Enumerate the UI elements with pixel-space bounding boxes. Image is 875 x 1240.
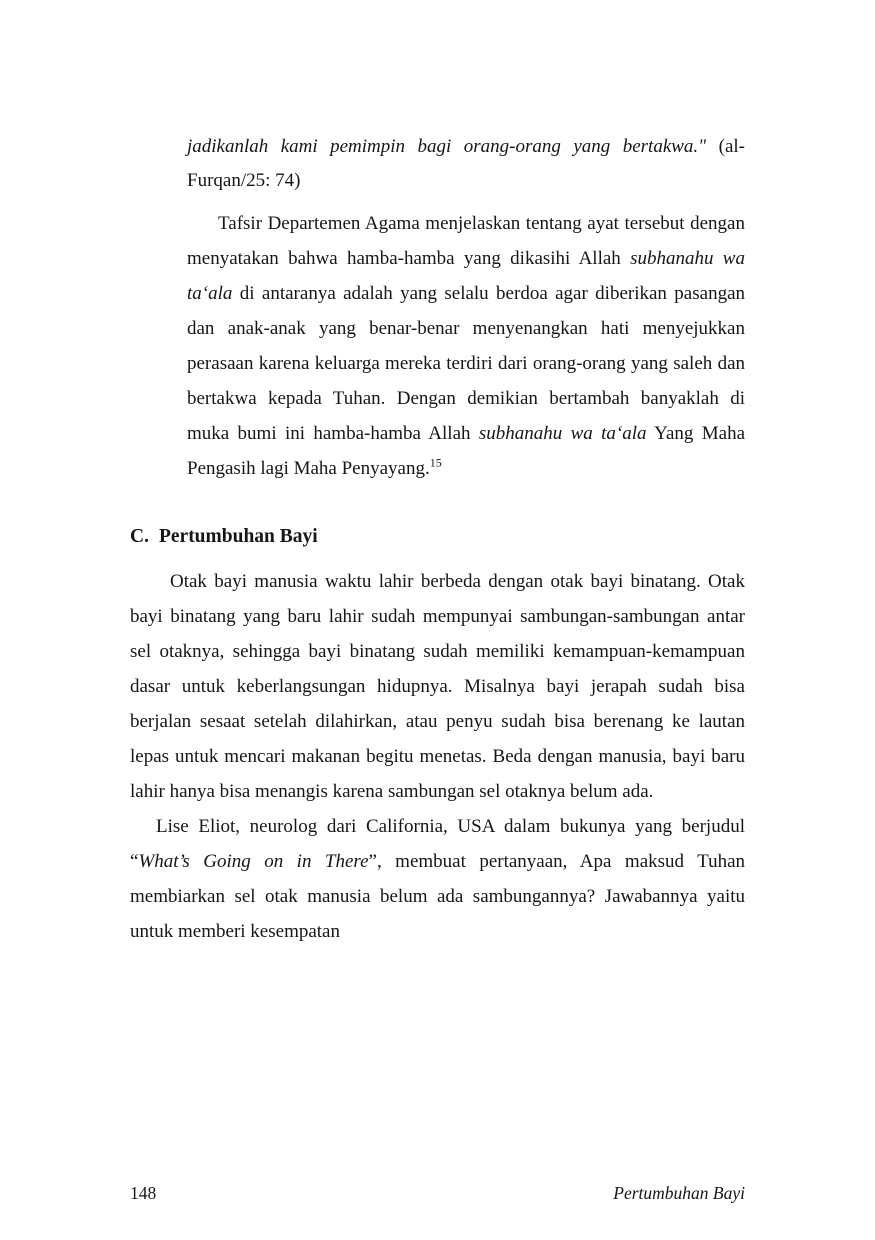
paragraph2-text-2: ”, membuat pertanyaan, Apa maksud Tuhan membiarkan sel otak manusia belum ada sambungannya? Jawabannya yaitu untuk memberi kesempatan	[130, 851, 746, 942]
tafsir-text-2: di antaranya adalah yang selalu berdoa agar diberikan pasangan dan anak-anak yang benar-benar menyenangkan hati menyejukkan perasaan karena keluarga mereka terdiri dari orang-orang yang saleh dan bertakwa kepada Tuhan. Dengan demikian bertambah banyaklah di muka bumi ini hamba-hamba Allah	[187, 283, 745, 444]
running-title: Pertumbuhan Bayi	[613, 1183, 745, 1203]
tafsir-paragraph	[187, 206, 745, 486]
tafsir-arabic-phrase-2: subhanahu wa ta‘ala	[478, 423, 647, 444]
paragraph2-text-1: Lise Eliot, neurolog dari California, USA dalam bukunya yang berjudul “	[130, 816, 745, 872]
tafsir-arabic-phrase-1: subhanahu wa ta‘ala	[187, 248, 745, 304]
page-number: 148	[130, 1183, 157, 1203]
body-paragraph-2	[130, 809, 745, 949]
book-title-reference: What’s Going on in There	[138, 851, 369, 872]
tafsir-text-1: Tafsir Departemen Agama menjelaskan tentang ayat tersebut dengan menyatakan bahwa hamba-hamba yang dikasihi Allah	[187, 213, 745, 269]
section-letter: C.	[130, 526, 149, 547]
section-title: Pertumbuhan Bayi	[158, 526, 318, 547]
footnote-reference: 15	[429, 455, 442, 470]
section-heading	[130, 526, 745, 548]
body-paragraph-1: Otak bayi manusia waktu lahir berbeda dengan otak bayi binatang. Otak bayi binatang yang baru lahir sudah mempunyai sambungan-sambungan antar sel otaknya, sehingga bayi binatang sudah memiliki kemampuan-kemampuan dasar untuk keberlangsungan hidupnya. Misalnya bayi jerapah sudah bisa berjalan sesaat setelah dilahirkan, atau penyu sudah bisa berenang ke lautan lepas untuk mencari makanan begitu menetas. Beda dengan manusia, bayi baru lahir hanya bisa menangis karena sambungan sel otaknya belum ada.	[130, 571, 745, 802]
quran-quote	[187, 130, 745, 198]
quote-italic-text: jadikanlah kami pemimpin bagi orang-orang yang bertakwa."	[187, 136, 707, 157]
page-footer	[130, 1183, 745, 1204]
tafsir-text-3: Yang Maha Pengasih lagi Maha Penyayang.	[187, 423, 746, 479]
quote-reference: (al-Furqan/25: 74)	[187, 136, 745, 191]
